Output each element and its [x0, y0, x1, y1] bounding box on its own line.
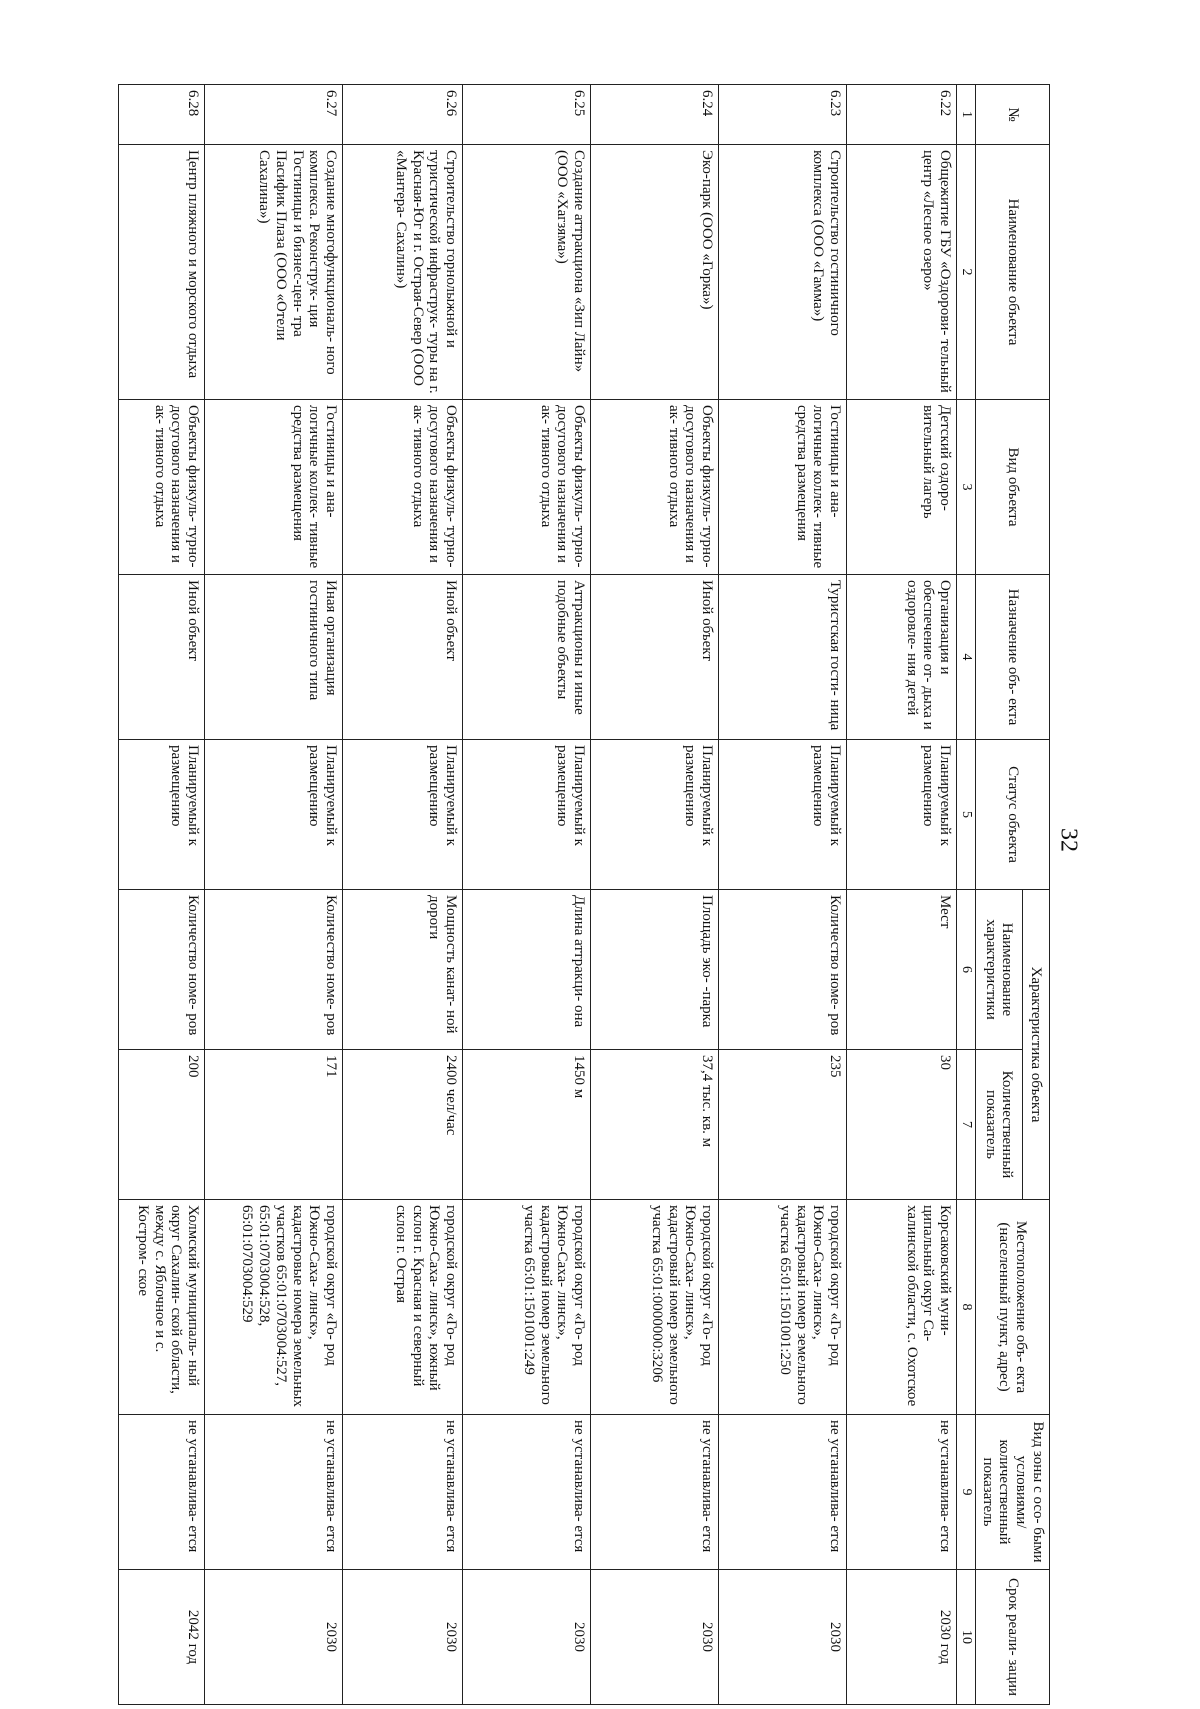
cell-name: Создание многофункциональ- ного комплекса. Реконструк- ция Гостиницы и бизнес-цен- тра Пасифик Плаза (ООО «Отели Сахалина») — [205, 145, 343, 400]
header-char-value: Количественный показатель — [975, 1050, 1022, 1200]
cell-status: Планируемый к размещению — [591, 740, 719, 890]
table-row — [719, 85, 847, 1705]
header-no: № — [975, 85, 1049, 145]
header-location: Местоположение объ- екта (населенный пункт, адрес) — [975, 1200, 1049, 1415]
cell-purpose: Иная организация гостиничного типа — [205, 575, 343, 740]
cell-purpose: Иной объект — [119, 575, 205, 740]
cell-location: городской округ «Го- род Южно-Саха- линск», кадастровый номер земельного участка 65:01:1501001:250 — [719, 1200, 847, 1415]
cell-zone: не устанавлива- ется — [119, 1415, 205, 1570]
cell-char-name: Длина аттракци- она — [463, 890, 591, 1050]
cell-name: Эко-парк (ООО «Горка») — [591, 145, 719, 400]
cell-no: 6.23 — [719, 85, 847, 145]
cell-location: Холмский муниципаль- ный округ Сахалин- ской области, между с. Яблочное и с. Костром- ское — [119, 1200, 205, 1415]
cell-deadline: 2030 — [463, 1570, 591, 1705]
table-row — [119, 85, 205, 1705]
cell-type: Объекты физкуль- турно-досугового назначения и ак- тивного отдыха — [591, 400, 719, 575]
rotated-table-frame — [134, 84, 1050, 1704]
objects-table — [118, 84, 1050, 1705]
cell-status: Планируемый к размещению — [205, 740, 343, 890]
cell-zone: не устанавлива- ется — [343, 1415, 463, 1570]
cell-zone: не устанавлива- ется — [719, 1415, 847, 1570]
table-row — [205, 85, 343, 1705]
header-type: Вид объекта — [975, 400, 1049, 575]
column-number: 2 — [957, 145, 976, 400]
cell-zone: не устанавлива- ется — [205, 1415, 343, 1570]
table-header — [957, 85, 1050, 1705]
header-row — [1022, 85, 1049, 1705]
cell-char-name: Площадь эко- -парка — [591, 890, 719, 1050]
header-status: Статус объекта — [975, 740, 1049, 890]
cell-char-name: Количество номе- ров — [205, 890, 343, 1050]
table-body — [119, 85, 957, 1705]
table-row — [591, 85, 719, 1705]
cell-deadline: 2030 — [343, 1570, 463, 1705]
cell-location: городской округ «Го- род Южно-Саха- линск», южный склон г. Красная и северный склон г. Острая — [343, 1200, 463, 1415]
table-row — [463, 85, 591, 1705]
cell-no: 6.24 — [591, 85, 719, 145]
page-number: 32 — [1055, 828, 1082, 852]
cell-char-value: 171 — [205, 1050, 343, 1200]
cell-zone: не устанавлива- ется — [847, 1415, 957, 1570]
column-number: 6 — [957, 890, 976, 1050]
cell-char-name: Мест — [847, 890, 957, 1050]
cell-status: Планируемый к размещению — [463, 740, 591, 890]
cell-location: городской округ «Го- род Южно-Саха- линск», кадастровый номер земельного участка 65:01:0000000:3206 — [591, 1200, 719, 1415]
cell-status: Планируемый к размещению — [847, 740, 957, 890]
header-characteristic-group: Характеристика объекта — [1022, 890, 1049, 1200]
cell-zone: не устанавлива- ется — [591, 1415, 719, 1570]
cell-char-name: Количество номе- ров — [119, 890, 205, 1050]
cell-char-value: 1450 м — [463, 1050, 591, 1200]
table-row — [847, 85, 957, 1705]
column-number: 1 — [957, 85, 976, 145]
column-number: 7 — [957, 1050, 976, 1200]
header-zone: Вид зоны с осо- быми условиями/ количественный показатель — [975, 1415, 1049, 1570]
header-name: Наименование объекта — [975, 145, 1049, 400]
cell-char-value: 2400 чел/час — [343, 1050, 463, 1200]
column-number: 8 — [957, 1200, 976, 1415]
cell-char-value: 30 — [847, 1050, 957, 1200]
cell-purpose: Туристская гости- ница — [719, 575, 847, 740]
cell-status: Планируемый к размещению — [119, 740, 205, 890]
column-number: 5 — [957, 740, 976, 890]
column-number: 9 — [957, 1415, 976, 1570]
cell-deadline: 2030 — [591, 1570, 719, 1705]
column-number: 10 — [957, 1570, 976, 1705]
cell-name: Строительство горнолыжной и туристической инфраструк- туры на г. Красная-Юг и г. Острая-Север (ООО «Мантера- Сахалин») — [343, 145, 463, 400]
cell-no: 6.28 — [119, 85, 205, 145]
cell-type: Объекты физкуль- турно-досугового назначения и ак- тивного отдыха — [343, 400, 463, 575]
cell-char-value: 37,4 тыс. кв. м — [591, 1050, 719, 1200]
cell-type: Гостиницы и ана- логичные коллек- тивные средства размещения — [205, 400, 343, 575]
column-number: 3 — [957, 400, 976, 575]
cell-name: Создание аттракциона «Зип Лайн» (ООО «Хагзяма») — [463, 145, 591, 400]
cell-no: 6.26 — [343, 85, 463, 145]
cell-name: Общежитие ГБУ «Оздорови- тельный центр «Лесное озеро» — [847, 145, 957, 400]
cell-name: Строительство гостиничного комплекса (ООО «Гамма») — [719, 145, 847, 400]
cell-char-value: 200 — [119, 1050, 205, 1200]
cell-purpose: Иной объект — [591, 575, 719, 740]
cell-name: Центр пляжного и морского отдыха — [119, 145, 205, 400]
cell-deadline: 2030 — [719, 1570, 847, 1705]
cell-purpose: Организация и обеспечение от- дыха и оздоровле- ния детей — [847, 575, 957, 740]
header-purpose: Назначение объ- екта — [975, 575, 1049, 740]
cell-type: Объекты физкуль- турно-досугового назначения и ак- тивного отдыха — [463, 400, 591, 575]
cell-char-value: 235 — [719, 1050, 847, 1200]
cell-type: Гостиницы и ана- логичные коллек- тивные средства размещения — [719, 400, 847, 575]
cell-no: 6.27 — [205, 85, 343, 145]
cell-type: Объекты физкуль- турно-досугового назначения и ак- тивного отдыха — [119, 400, 205, 575]
cell-type: Детский оздоро- вительный лагерь — [847, 400, 957, 575]
cell-purpose: Аттракционы и иные подобные объекты — [463, 575, 591, 740]
cell-location: Корсаковский муни- ципальный округ Са- халинской области, с. Охотское — [847, 1200, 957, 1415]
cell-deadline: 2030 — [205, 1570, 343, 1705]
cell-no: 6.25 — [463, 85, 591, 145]
cell-zone: не устанавлива- ется — [463, 1415, 591, 1570]
column-number-row — [957, 85, 976, 1705]
cell-deadline: 2030 год — [847, 1570, 957, 1705]
table-row — [343, 85, 463, 1705]
cell-status: Планируемый к размещению — [719, 740, 847, 890]
cell-status: Планируемый к размещению — [343, 740, 463, 890]
cell-location: городской округ «Го- род Южно-Саха- линск», кадастровый номер земельного участка 65:01:1501001:249 — [463, 1200, 591, 1415]
cell-location: городской округ «Го- род Южно-Саха- линск», кадастровые номера земельных участков 65:01:0703004:527, 65:01:0703004:528, 65:01:0703004:529 — [205, 1200, 343, 1415]
column-number: 4 — [957, 575, 976, 740]
cell-deadline: 2042 год — [119, 1570, 205, 1705]
cell-char-name: Количество номе- ров — [719, 890, 847, 1050]
cell-purpose: Иной объект — [343, 575, 463, 740]
cell-char-name: Мощность канат- ной дороги — [343, 890, 463, 1050]
header-deadline: Срок реали- зации — [975, 1570, 1049, 1705]
header-char-name: Наименование характеристики — [975, 890, 1022, 1050]
cell-no: 6.22 — [847, 85, 957, 145]
